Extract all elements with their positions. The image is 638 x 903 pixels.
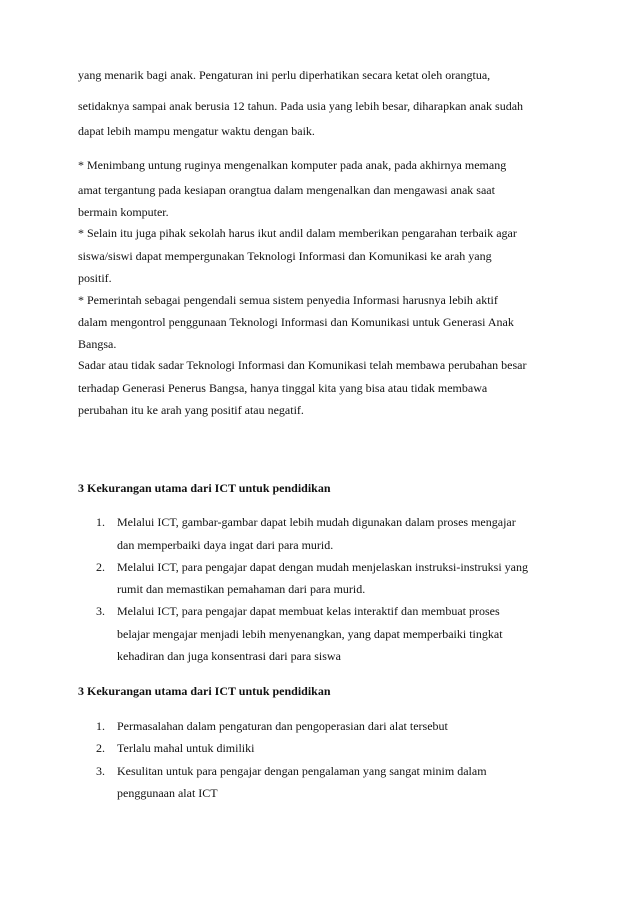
paragraph-line: * Selain itu juga pihak sekolah harus ikut andil dalam memberikan pengarahan terbaik agar [78, 226, 517, 240]
paragraph-line: yang menarik bagi anak. Pengaturan ini perlu diperhatikan secara ketat oleh orangtua, [78, 68, 491, 82]
paragraph-line: perubahan itu ke arah yang positif atau negatif. [78, 403, 304, 417]
section-heading: 3 Kekurangan utama dari ICT untuk pendidikan [78, 684, 331, 698]
paragraph-line: setidaknya sampai anak berusia 12 tahun. Pada usia yang lebih besar, diharapkan anak sudah [78, 99, 524, 113]
paragraph-line: terhadap Generasi Penerus Bangsa, hanya tinggal kita yang bisa atau tidak membawa [78, 381, 488, 395]
paragraph-line: dalam mengontrol penggunaan Teknologi Informasi dan Komunikasi untuk Generasi Anak [78, 315, 514, 329]
list-number: 3. [96, 764, 105, 778]
list-item-line: belajar mengajar menjadi lebih menyenangkan, yang dapat memperbaiki tingkat [117, 627, 503, 641]
list-item-line: Permasalahan dalam pengaturan dan pengoperasian dari alat tersebut [117, 719, 448, 733]
paragraph-line: siswa/siswi dapat mempergunakan Teknologi Informasi dan Komunikasi ke arah yang [78, 249, 492, 263]
list-item-line: Terlalu mahal untuk dimiliki [117, 741, 255, 755]
list-number: 1. [96, 719, 105, 733]
paragraph-line: amat tergantung pada kesiapan orangtua dalam mengenalkan dan mengawasi anak saat [78, 183, 495, 197]
list-number: 3. [96, 604, 105, 618]
list-item-line: Melalui ICT, para pengajar dapat membuat kelas interaktif dan membuat proses [117, 604, 500, 618]
list-item-line: kehadiran dan juga konsentrasi dari para siswa [117, 649, 341, 663]
paragraph-line: Bangsa. [78, 337, 117, 351]
list-item-line: Melalui ICT, gambar-gambar dapat lebih mudah digunakan dalam proses mengajar [117, 515, 516, 529]
section-heading: 3 Kekurangan utama dari ICT untuk pendidikan [78, 481, 331, 495]
paragraph-line: bermain komputer. [78, 205, 169, 219]
list-item-line: Melalui ICT, para pengajar dapat dengan mudah menjelaskan instruksi-instruksi yang [117, 560, 528, 574]
list-item-line: penggunaan alat ICT [117, 786, 218, 800]
paragraph-line: * Menimbang untung ruginya mengenalkan komputer pada anak, pada akhirnya memang [78, 158, 507, 172]
list-number: 1. [96, 515, 105, 529]
list-number: 2. [96, 560, 105, 574]
list-number: 2. [96, 741, 105, 755]
list-item-line: rumit dan memastikan pemahaman dari para murid. [117, 582, 366, 596]
paragraph-line: positif. [78, 271, 112, 285]
paragraph-line: * Pemerintah sebagai pengendali semua sistem penyedia Informasi harusnya lebih aktif [78, 293, 498, 307]
paragraph-line: Sadar atau tidak sadar Teknologi Informasi dan Komunikasi telah membawa perubahan besar [78, 358, 527, 372]
paragraph-line: dapat lebih mampu mengatur waktu dengan baik. [78, 124, 315, 138]
list-item-line: dan memperbaiki daya ingat dari para murid. [117, 538, 334, 552]
list-item-line: Kesulitan untuk para pengajar dengan pengalaman yang sangat minim dalam [117, 764, 487, 778]
